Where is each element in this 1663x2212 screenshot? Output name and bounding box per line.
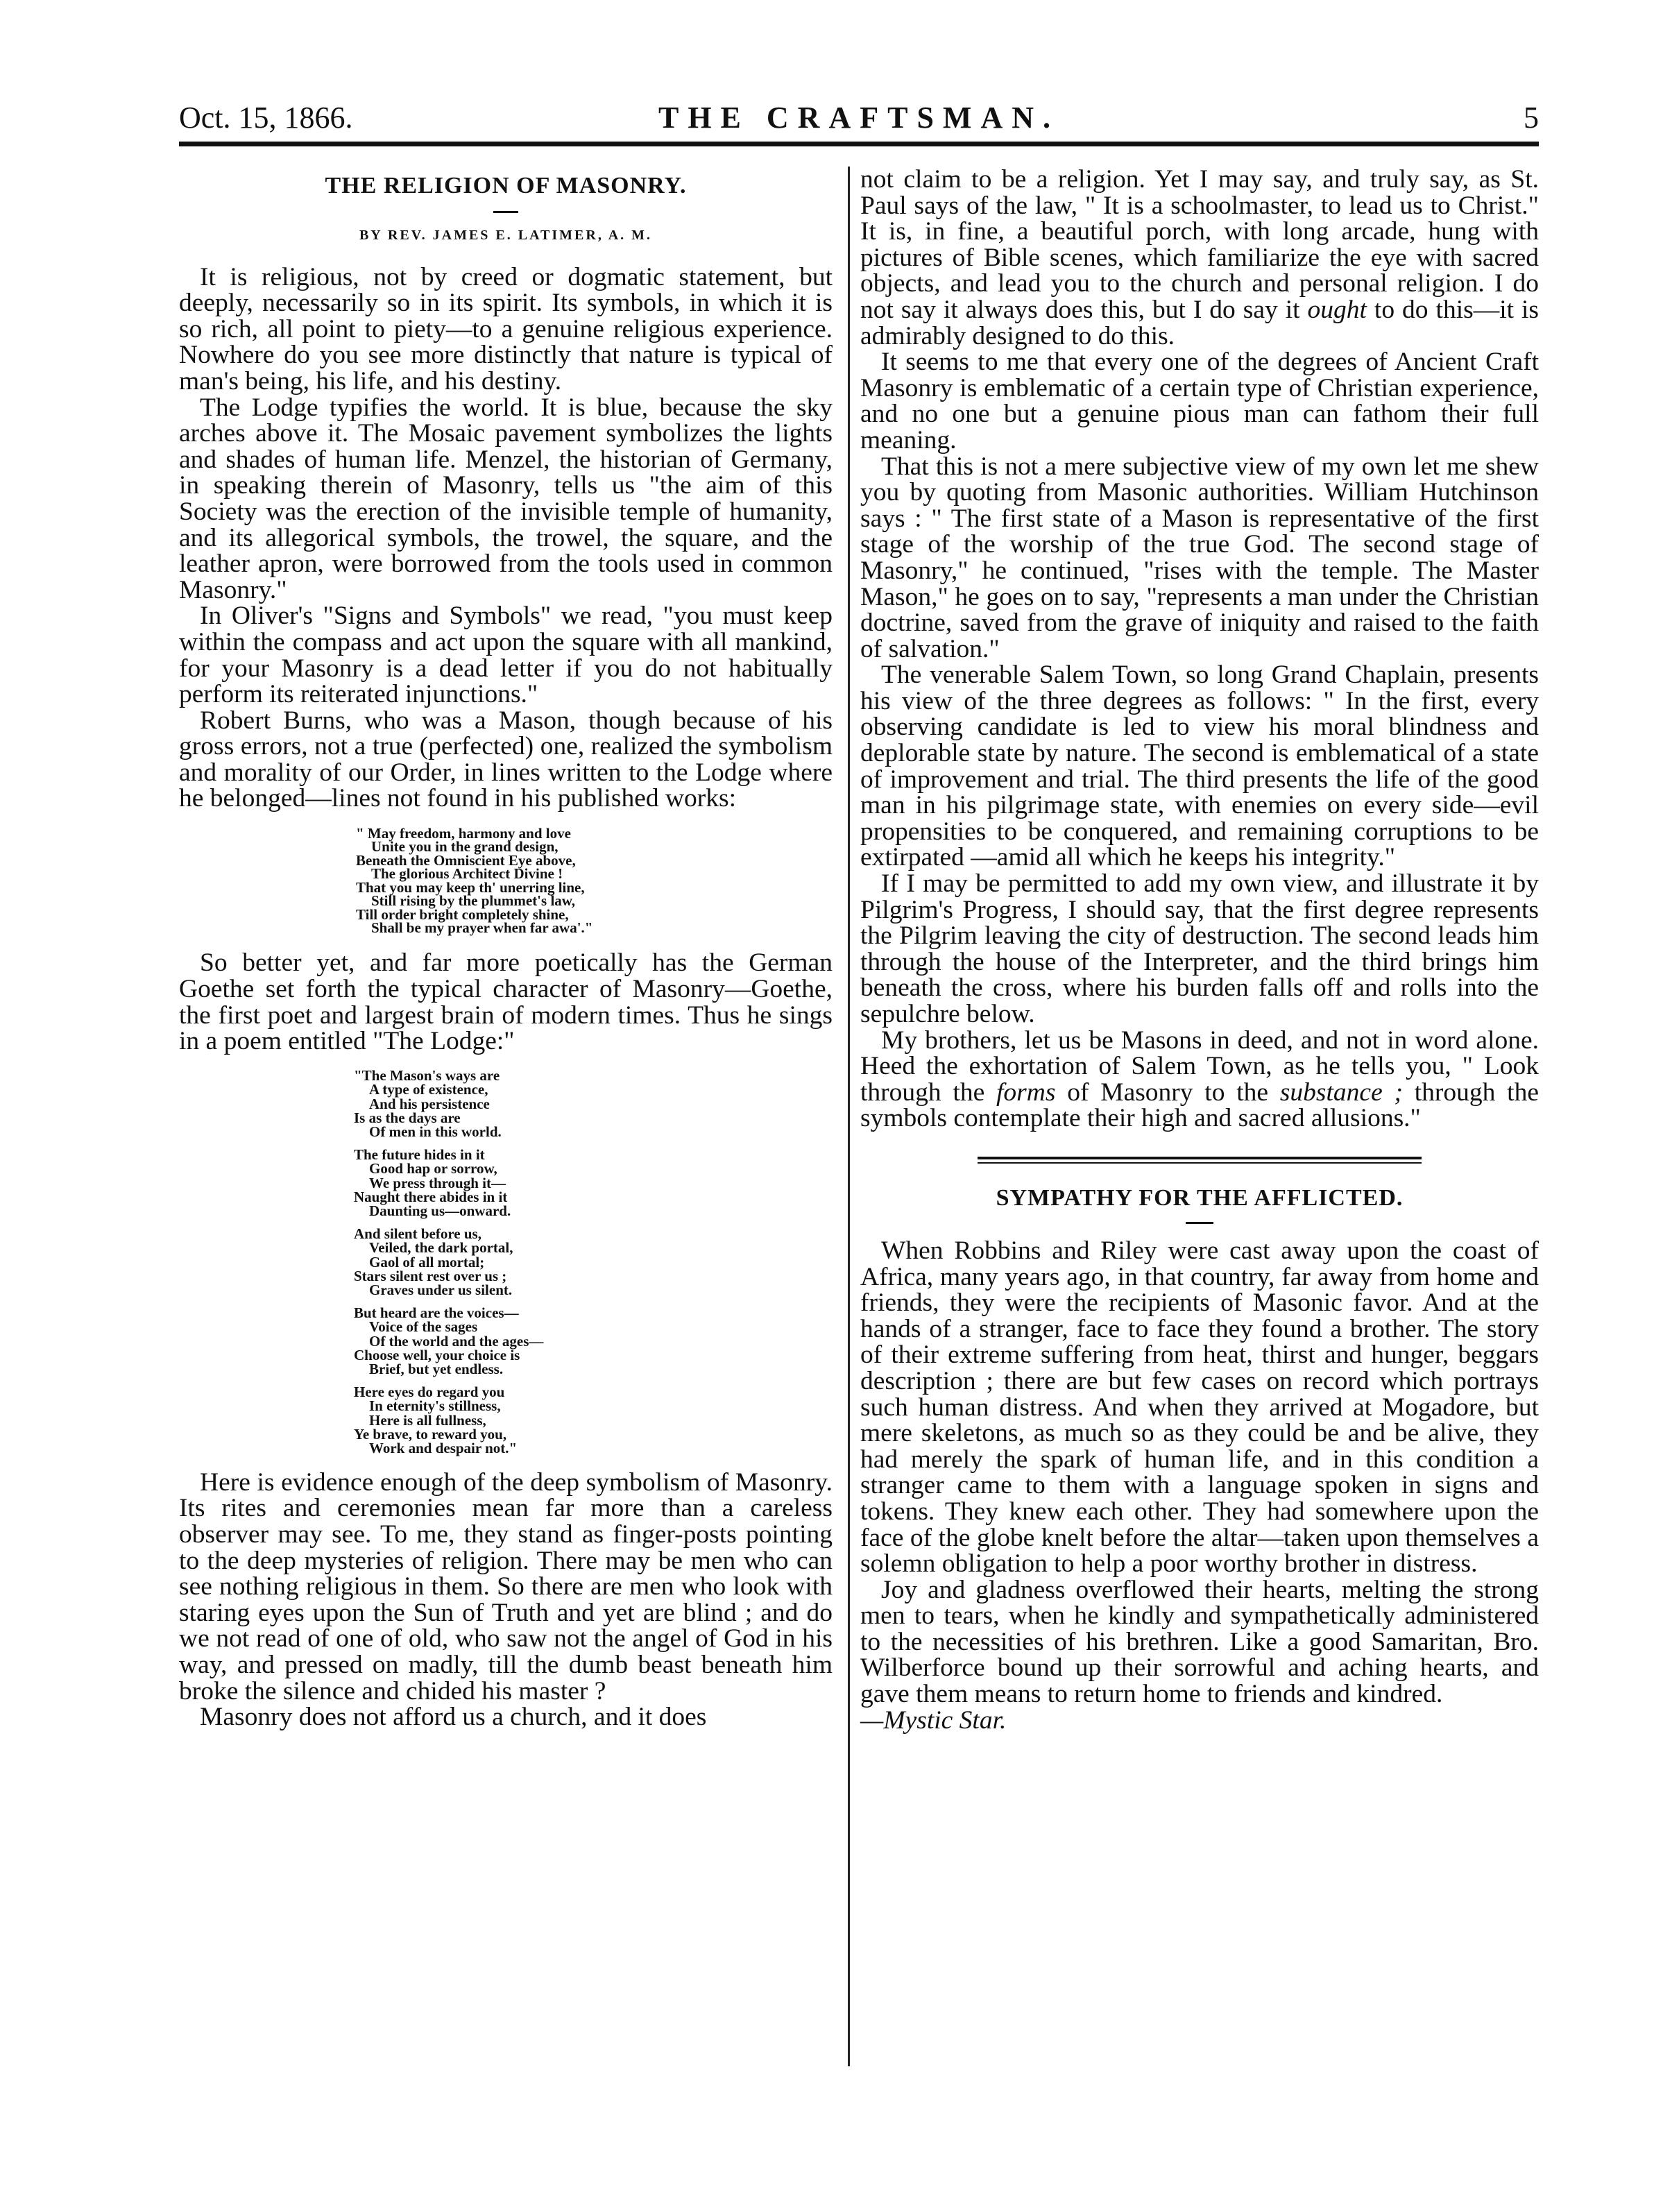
verse-line: Here is all fullness, [369,1411,486,1429]
paragraph: In Oliver's "Signs and Symbols" we read, "you must keep within the compass and act upon the square with all mankind, for your Masonry is a dead letter if you do not habitually perform its reiterated injunctions." [179,602,833,709]
verse-line: The glorious Architect Divine ! [371,865,563,883]
paragraph: Here is evidence enough of the deep symbolism of Masonry. Its rites and ceremonies mean far more than a careless observer may see. To me, they stand as finger-posts pointing to the deep mysteries of religion. There may be men who can see nothing religious in them. So there are men who look with staring eyes upon the Sun of Truth and yet are blind ; and do we not read of one of old, who saw not the angel of God in his way, and pressed on madly, till the dumb beast beneath him broke the silence and chided his master ? [179,1467,833,1705]
section-rule [978,1157,1422,1159]
verse-line: Daunting us—onward. [369,1202,511,1220]
verse-line: Good hap or sorrow, [369,1160,497,1177]
verse-line: In eternity's stillness, [369,1397,501,1415]
verse-line: Choose well, your choice is [354,1347,520,1363]
article-byline: BY REV. JAMES E. LATIMER, A. M. [359,228,653,243]
verse-stanza [354,1385,833,1456]
left-column [179,167,833,1730]
source-credit: —Mystic Star. [860,1705,1007,1735]
verse-line: Still rising by the plummet's law, [371,892,576,910]
verse-line: A type of existence, [369,1081,488,1098]
verse-line: Ye brave, to reward you, [354,1426,507,1443]
verse-line: Naught there abides in it [354,1188,508,1205]
article-title: SYMPATHY FOR THE AFFLICTED. [996,1184,1404,1211]
verse-line: And silent before us, [354,1225,481,1242]
paragraph: When Robbins and Riley were cast away upon the coast of Africa, many years ago, in that country, far away from home and friends, they were the recipients of Masonic favor. And at the hands of a stranger, face to face they found a brother. The story of their extreme suffering from heat, thirst and hunger, beggars description ; there are but few cases on record which portrays such human distress. And when they arrived at Mogadore, but mere skeletons, as much so as they could be and be alive, they had merely the spark of human life, and in this condition a stranger came to them with a language spoken in signs and tokens. They knew each other. They had somewhere upon the face of the globe knelt before the altar—taken upon themselves a solemn obligation to help a poor worthy brother in distress. [860,1236,1539,1579]
verse-line: Till order bright completely shine, [356,905,569,923]
verse-line: That you may keep th' unerring line, [356,878,585,896]
paragraph: The Lodge typifies the world. It is blue, because the sky arches above it. The Mosaic pavement symbolizes the lights and shades of human life. Menzel, the historian of Germany, in speaking therein of Masonry, tells us "the aim of this Society was the erection of the invisible temple of humanity, and its allegorical symbols, the trowel, the square, and the leather apron, were borrowed from the tools used in common Masonry." [179,393,833,604]
goethe-verse [179,1066,833,1457]
header-rule [179,142,1539,146]
column-divider [848,167,850,2066]
verse-stanza [354,1066,833,1141]
verse-line: Graves under us silent. [369,1282,513,1299]
verse-stanza [354,1148,833,1218]
burns-verse [179,827,833,935]
verse-line: " May freedom, harmony and love [356,825,571,842]
paragraph: Joy and gladness overflowed their hearts, melting the strong men to tears, when he kindly and sympathetically administered to the necessities of his brethren. Like a good Samaritan, Bro. Wilberforce bound up their sorrowful and aching hearts, and gave them means to return home to friends and kindred. [860,1575,1539,1709]
verse-line: Shall be my prayer when far awa'." [371,919,593,936]
verse-line: Of men in this world. [369,1123,502,1141]
verse-line: Brief, but yet endless. [369,1361,504,1378]
paragraph: The venerable Salem Town, so long Grand Chaplain, presents his view of the three degrees as follows: " In the first, every observing candidate is led to view his moral blindness and deplorable state by nature. The second is emblematical of a state of improvement and trial. The third presents the life of the good man in his pilgrimage state, with enemies on every side—evil propensities to be conquered, and remaining corruptions to be extirpated —amid all which he keeps his integrity." [860,661,1539,872]
verse-line: Stars silent rest over us ; [354,1267,507,1284]
verse-stanza [354,1306,833,1377]
verse-line: Work and despair not." [369,1440,518,1457]
verse-stanza [354,1227,833,1298]
verse-line: Beneath the Omniscient Eye above, [356,851,576,869]
page-number: 5 [1524,101,1539,135]
paragraph: If I may be permitted to add my own view, and illustrate it by Pilgrim's Progress, I should say, that the first degree represents the Pilgrim leaving the city of destruction. The second leads him through the house of the Interpreter, and the third brings him beneath the cross, where his burden falls off and rolls into the sepulchre below. [860,869,1539,1028]
title-dash [493,211,518,213]
verse-line: Of the world and the ages— [369,1332,544,1350]
article-title: THE RELIGION OF MASONRY. [325,173,687,198]
verse-line: But heard are the voices— [354,1304,519,1321]
paragraph: That this is not a mere subjective view of my own let me shew you by quoting from Masonic authorities. William Hutchinson says : " The first state of a Mason is representative of the first stage of the worship of the true God. The second stage of Masonry," he continued, "rises with the temple. The Master Mason," he goes on to say, "represents a man under the Christian doctrine, saved from the grave of iniquity and raised to the faith of salvation." [860,452,1539,663]
paragraph: So better yet, and far more poetically has the German Goethe set forth the typical character of Masonry—Goethe, the first poet and largest brain of modern times. Thus he sings in a poem entitled "The Lodge:" [179,948,833,1056]
verse-line: Unite you in the grand design, [371,838,558,856]
verse-line: Voice of the sages [369,1318,478,1336]
paragraph: Masonry does not afford us a church, and it does [200,1703,707,1732]
masthead-title: THE CRAFTSMAN. [658,101,1060,135]
section-rule [978,1162,1422,1164]
verse-line: Veiled, the dark portal, [369,1239,513,1257]
verse-line: Is as the days are [354,1109,461,1126]
paragraph-continued: not claim to be a religion. Yet I may say, and truly say, as St. Paul says of the law, " It is a schoolmaster, to lead us to Christ." It is, in fine, a beautiful porch, with long arcade, hung with pictures of Bible scenes, which familiarize the eye with sacred objects, and lead you to the church and personal religion. I do not say it always does this, but I do say it ought to do this—it is admirably designed to do this. [860,165,1540,350]
verse-line: "The Mason's ways are [354,1066,500,1084]
issue-date: Oct. 15, 1866. [179,101,353,135]
page-header [179,97,1539,139]
verse-line: Here eyes do regard you [354,1383,505,1400]
paragraph: It seems to me that every one of the degrees of Ancient Craft Masonry is emblematic of a certain type of Christian experience, and no one but a genuine pious man can fathom their full meaning. [860,348,1539,454]
verse-line: And his persistence [369,1095,490,1112]
title-dash [1186,1222,1213,1224]
verse-line: Gaol of all mortal; [369,1253,485,1270]
paragraph: It is religious, not by creed or dogmatic statement, but deeply, necessarily so in its spirit. Its symbols, in which it is so rich, all point to piety—to a genuine religious experience. Nowhere do you see more distinctly that nature is typical of man's being, his life, and his destiny. [179,262,833,395]
closing-paragraph: My brothers, let us be Masons in deed, and not in word alone. Heed the exhortation of Salem Town, as he tells you, " Look through the forms of Masonry to the substance ; through the symbols contemplate their high and sacred allusions." [860,1026,1539,1133]
right-column [860,167,1539,1733]
paragraph: Robert Burns, who was a Mason, though because of his gross errors, not a true (perfected) one, realized the symbolism and morality of our Order, in lines written to the Lodge where he belonged—lines not found in his published works: [179,706,833,813]
verse-line: The future hides in it [354,1146,485,1163]
verse-line: We press through it— [369,1174,506,1191]
